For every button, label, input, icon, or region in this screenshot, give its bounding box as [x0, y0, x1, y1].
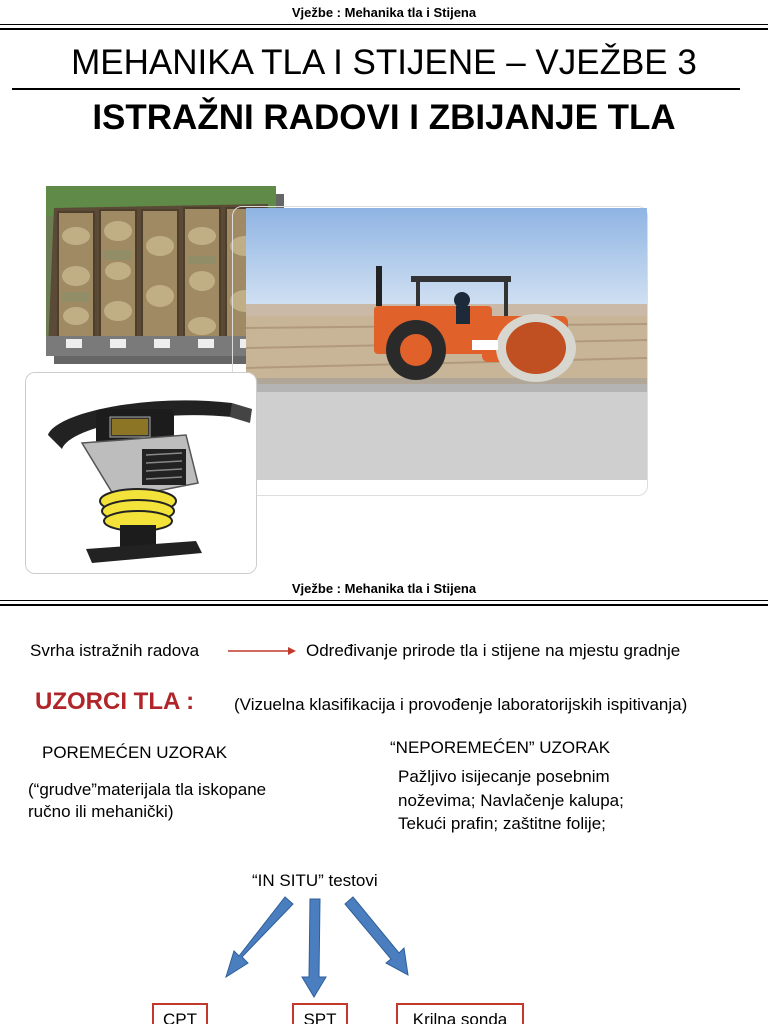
title-underline	[12, 88, 740, 90]
disturbed-sample-title: POREMEĆEN UZORAK	[42, 743, 228, 762]
undisturbed-sample-desc-3: Tekući prafin; zaštitne folije;	[398, 814, 606, 833]
road-roller-photo	[246, 208, 647, 480]
slide-subtitle: ISTRAŽNI RADOVI I ZBIJANJE TLA	[92, 98, 676, 137]
samples-heading: UZORCI TLA :	[35, 688, 195, 715]
page2-header: Vježbe : Mehanika tla i Stijena	[291, 581, 477, 596]
header-rule	[0, 24, 768, 25]
purpose-arrow	[226, 644, 298, 658]
slide-title: MEHANIKA TLA I STIJENE – VJEŽBE 3	[71, 43, 697, 82]
page1-header: Vježbe : Mehanika tla i Stijena	[291, 5, 477, 20]
disturbed-sample-desc-2: ručno ili mehanički)	[28, 802, 174, 821]
tamping-rammer-image	[25, 372, 257, 574]
undisturbed-sample-desc-2: noževima; Navlačenje kalupa;	[398, 791, 624, 810]
in-situ-title: “IN SITU” testovi	[252, 871, 378, 890]
purpose-label: Svrha istražnih radova	[30, 641, 200, 660]
undisturbed-sample-desc-1: Pažljivo isijecanje posebnim	[398, 767, 610, 786]
undisturbed-sample-title: “NEPOREMEĆEN” UZORAK	[390, 738, 611, 757]
page2-header-rule	[0, 600, 768, 601]
test-vane-probe: Krilna sonda	[396, 1003, 524, 1024]
in-situ-arrows	[218, 895, 418, 1000]
test-cpt: CPT	[152, 1003, 208, 1024]
samples-note: (Vizuelna klasifikacija i provođenje laboratorijskih ispitivanja)	[234, 695, 688, 714]
disturbed-sample-desc-1: (“grudve”materijala tla iskopane	[28, 780, 267, 799]
test-spt: SPT	[292, 1003, 348, 1024]
page2-header-rule-thick	[0, 604, 768, 606]
purpose-result: Određivanje prirode tla i stijene na mjestu gradnje	[306, 641, 681, 660]
header-rule-thick	[0, 28, 768, 30]
